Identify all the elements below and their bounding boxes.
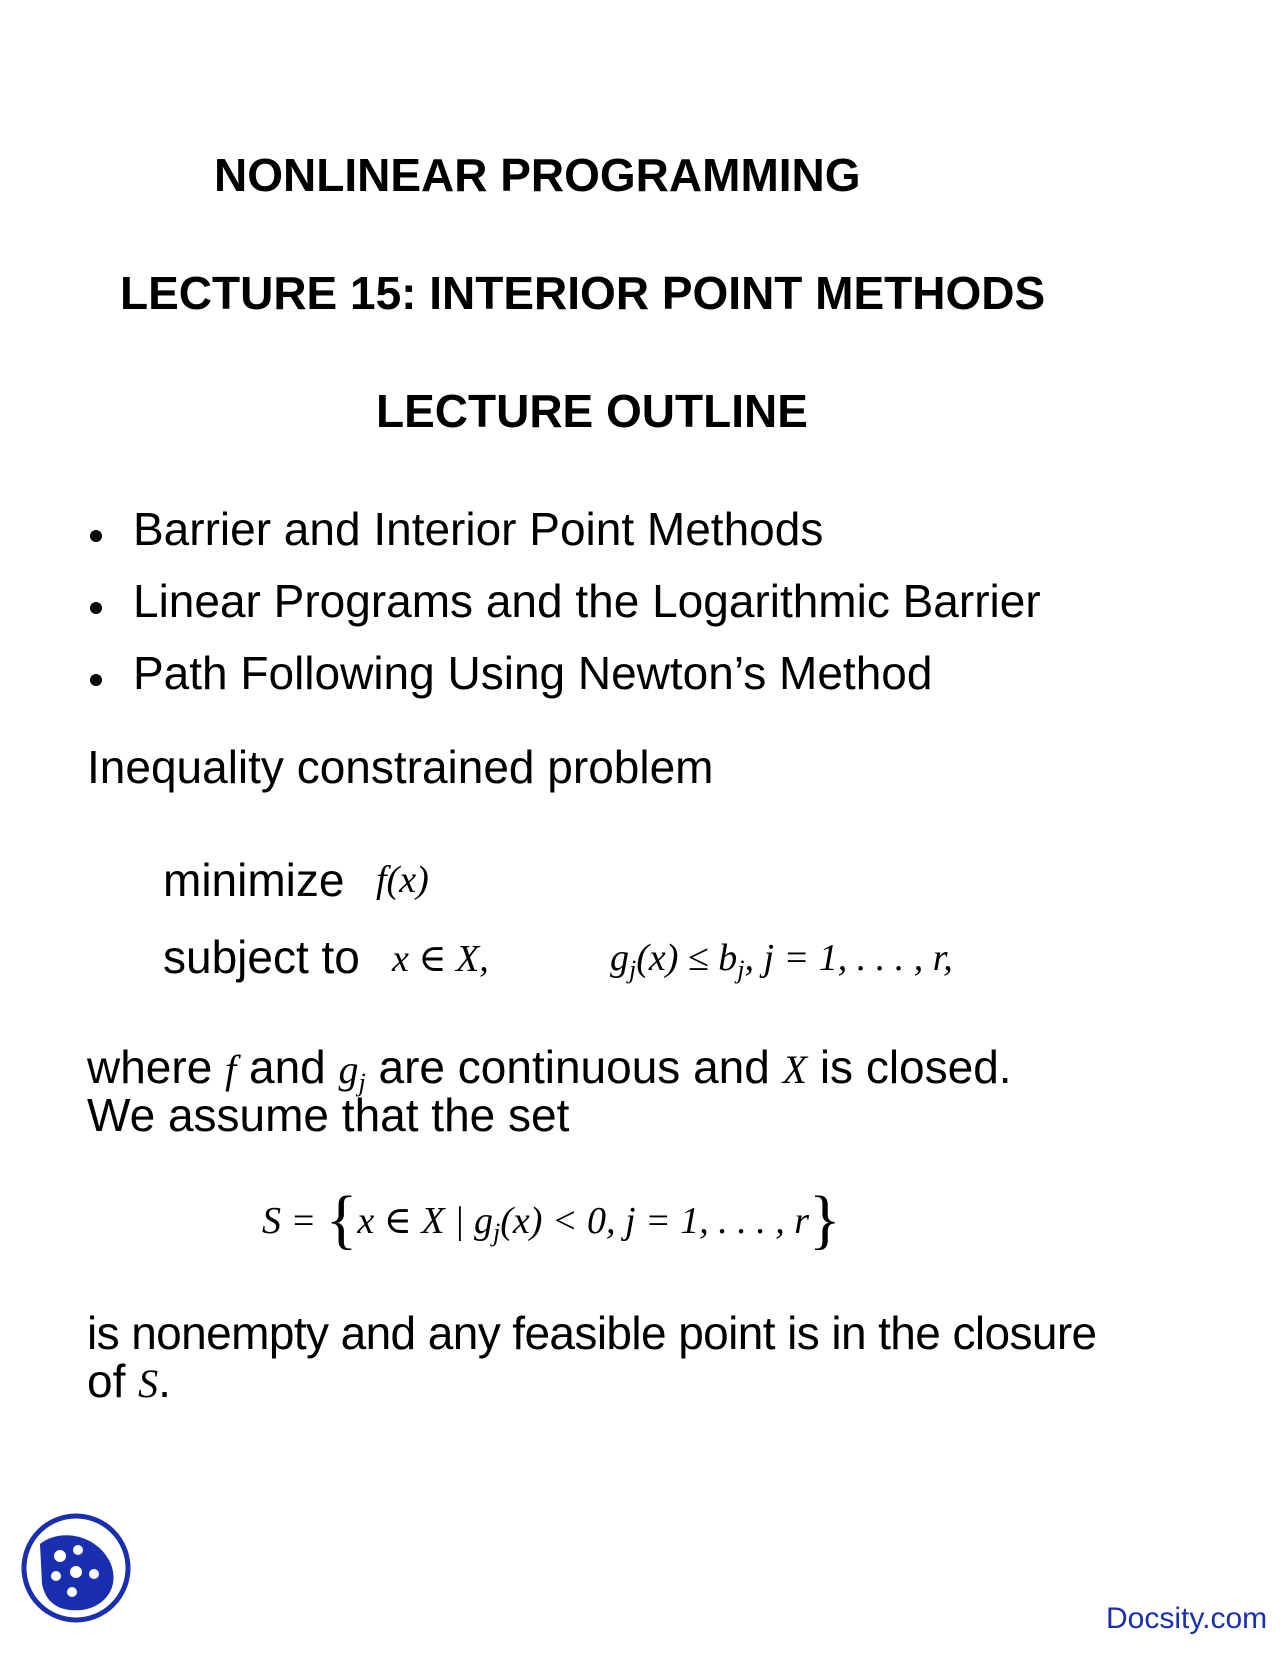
docsity-watermark[interactable]: Docsity.com	[1106, 1602, 1268, 1635]
outline-item: Path Following Using Newton’s Method	[133, 647, 933, 699]
constraint-inequality-expr: $g_j(x) \le b_j$, j = 1, . . . , r,	[610, 937, 953, 984]
constraint-set-expr: x ∈ X,	[392, 938, 489, 980]
description-line-2: We assume that the set	[87, 1089, 570, 1141]
outline-heading: LECTURE OUTLINE	[376, 385, 808, 437]
conclusion-line-2: of S.	[87, 1355, 171, 1407]
outline-item: Linear Programs and the Logarithmic Barrier	[133, 575, 1041, 627]
subject-to-label: subject to	[163, 931, 360, 983]
outline-item: Barrier and Interior Point Methods	[133, 503, 824, 555]
description-line-1: where f and $g_j$ are continuous and X is closed.	[87, 1041, 1012, 1097]
bullet-icon	[90, 602, 102, 614]
problem-intro: Inequality constrained problem	[87, 741, 714, 793]
set-definition-expr: S = {x ∈ X | $g_j(x) < 0$, j = 1, . . . , r}	[262, 1183, 841, 1256]
bullet-icon	[90, 530, 102, 542]
lecture-title: LECTURE 15: INTERIOR POINT METHODS	[120, 267, 1046, 319]
docsity-logo-icon	[20, 1512, 132, 1624]
bullet-icon	[90, 674, 102, 686]
conclusion-line-1: is nonempty and any feasible point is in the closure	[87, 1307, 1097, 1359]
course-title: NONLINEAR PROGRAMMING	[214, 149, 861, 201]
objective-expr: f(x)	[376, 859, 429, 901]
minimize-label: minimize	[163, 854, 345, 906]
